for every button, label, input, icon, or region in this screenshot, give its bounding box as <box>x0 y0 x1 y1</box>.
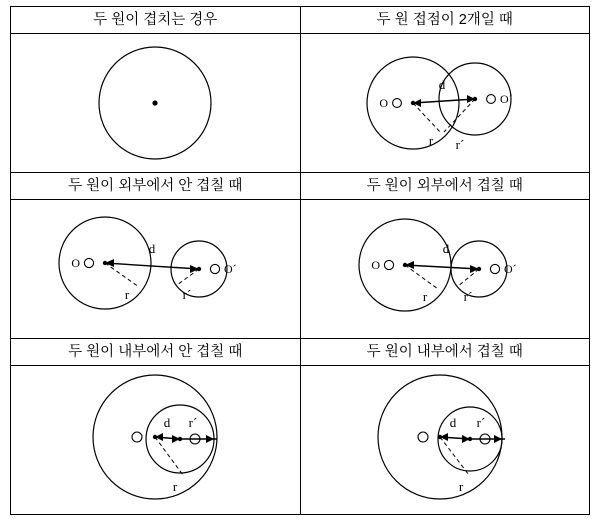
dot-center-inner <box>468 437 472 441</box>
marker-center-left <box>384 260 393 269</box>
external-tangent-diagram <box>301 200 590 338</box>
label-center-right: O´ <box>503 262 517 276</box>
label-center-right: O´ <box>499 92 513 106</box>
label-r: r <box>125 287 130 302</box>
segment-d <box>413 99 475 103</box>
label-r-prime: r´ <box>188 415 198 430</box>
dot-center-outer <box>153 435 157 439</box>
label-r: r <box>458 479 463 494</box>
diagram-row-3 <box>11 366 590 515</box>
label-center-right: O´ <box>224 262 237 276</box>
label-d: d <box>442 241 449 256</box>
cell-external-tangent <box>300 200 590 339</box>
center-dot <box>153 100 158 105</box>
marker-center-outer <box>132 432 142 442</box>
cell-external-separate <box>11 200 301 339</box>
label-r: r <box>173 479 178 494</box>
segment-r <box>405 265 438 289</box>
arrow-r-prime <box>206 435 214 443</box>
marker-center-right <box>211 264 220 273</box>
circle-cases-table <box>10 6 590 515</box>
diagram-row-2 <box>11 200 590 339</box>
dot-center-inner <box>178 437 182 441</box>
label-r-prime: r´ <box>476 415 486 430</box>
segment-r-prime <box>177 269 199 285</box>
dot-center-right <box>473 97 477 101</box>
cell-internal-separate <box>11 366 301 515</box>
marker-center-left <box>392 99 401 108</box>
label-d: d <box>449 415 456 430</box>
dot-center-outer <box>438 435 442 439</box>
label-r: r <box>422 289 427 304</box>
segment-r <box>155 437 183 475</box>
segment-r <box>105 263 139 287</box>
header-row-2 <box>11 173 590 200</box>
header-internal-tangent: 두 원이 내부에서 겹칠 때 <box>300 339 590 366</box>
diagram-row-1 <box>11 34 590 173</box>
label-center-left: O <box>71 256 81 270</box>
label-d: d <box>438 77 445 92</box>
header-overlap-case: 두 원이 겹치는 경우 <box>11 7 301 34</box>
header-row-1 <box>11 7 590 34</box>
dot-center-left <box>411 101 415 105</box>
internal-separate-diagram <box>11 366 300 514</box>
header-two-contact-points: 두 원 접점이 2개일 때 <box>300 7 590 34</box>
header-internal-separate: 두 원이 내부에서 안 겹칠 때 <box>11 339 301 366</box>
label-center-left: O <box>379 96 388 110</box>
label-d: d <box>164 415 171 430</box>
label-r-prime: r´ <box>182 287 192 302</box>
segment-d <box>105 263 199 269</box>
label-r-prime: r´ <box>455 137 465 152</box>
label-r: r <box>428 133 433 148</box>
header-row-3 <box>11 339 590 366</box>
segment-r <box>440 437 469 475</box>
marker-center-left <box>85 258 94 267</box>
dot-center-right <box>477 267 481 271</box>
two-intersection-points-diagram <box>301 34 590 172</box>
external-separate-diagram <box>11 200 300 338</box>
arrow-r-prime <box>494 435 502 443</box>
cell-two-contact-points <box>300 34 590 173</box>
cell-internal-tangent <box>300 366 590 515</box>
cell-single-circle <box>11 34 301 173</box>
segment-d <box>405 265 479 269</box>
segment-r-prime <box>457 269 479 287</box>
single-circle-diagram <box>11 34 300 172</box>
label-center-left: O <box>371 258 380 272</box>
dot-center-left <box>403 263 407 267</box>
label-r-prime: r´ <box>463 289 473 304</box>
dot-center-right <box>197 267 201 271</box>
label-d: d <box>149 241 156 256</box>
header-external-separate: 두 원이 외부에서 안 겹칠 때 <box>11 173 301 200</box>
marker-center-right <box>486 95 495 104</box>
internal-tangent-diagram <box>301 366 590 514</box>
header-external-tangent: 두 원이 외부에서 겹칠 때 <box>300 173 590 200</box>
segment-r <box>413 103 441 133</box>
marker-center-right <box>490 264 499 273</box>
dot-center-left <box>103 261 107 265</box>
marker-center-outer <box>418 432 428 442</box>
